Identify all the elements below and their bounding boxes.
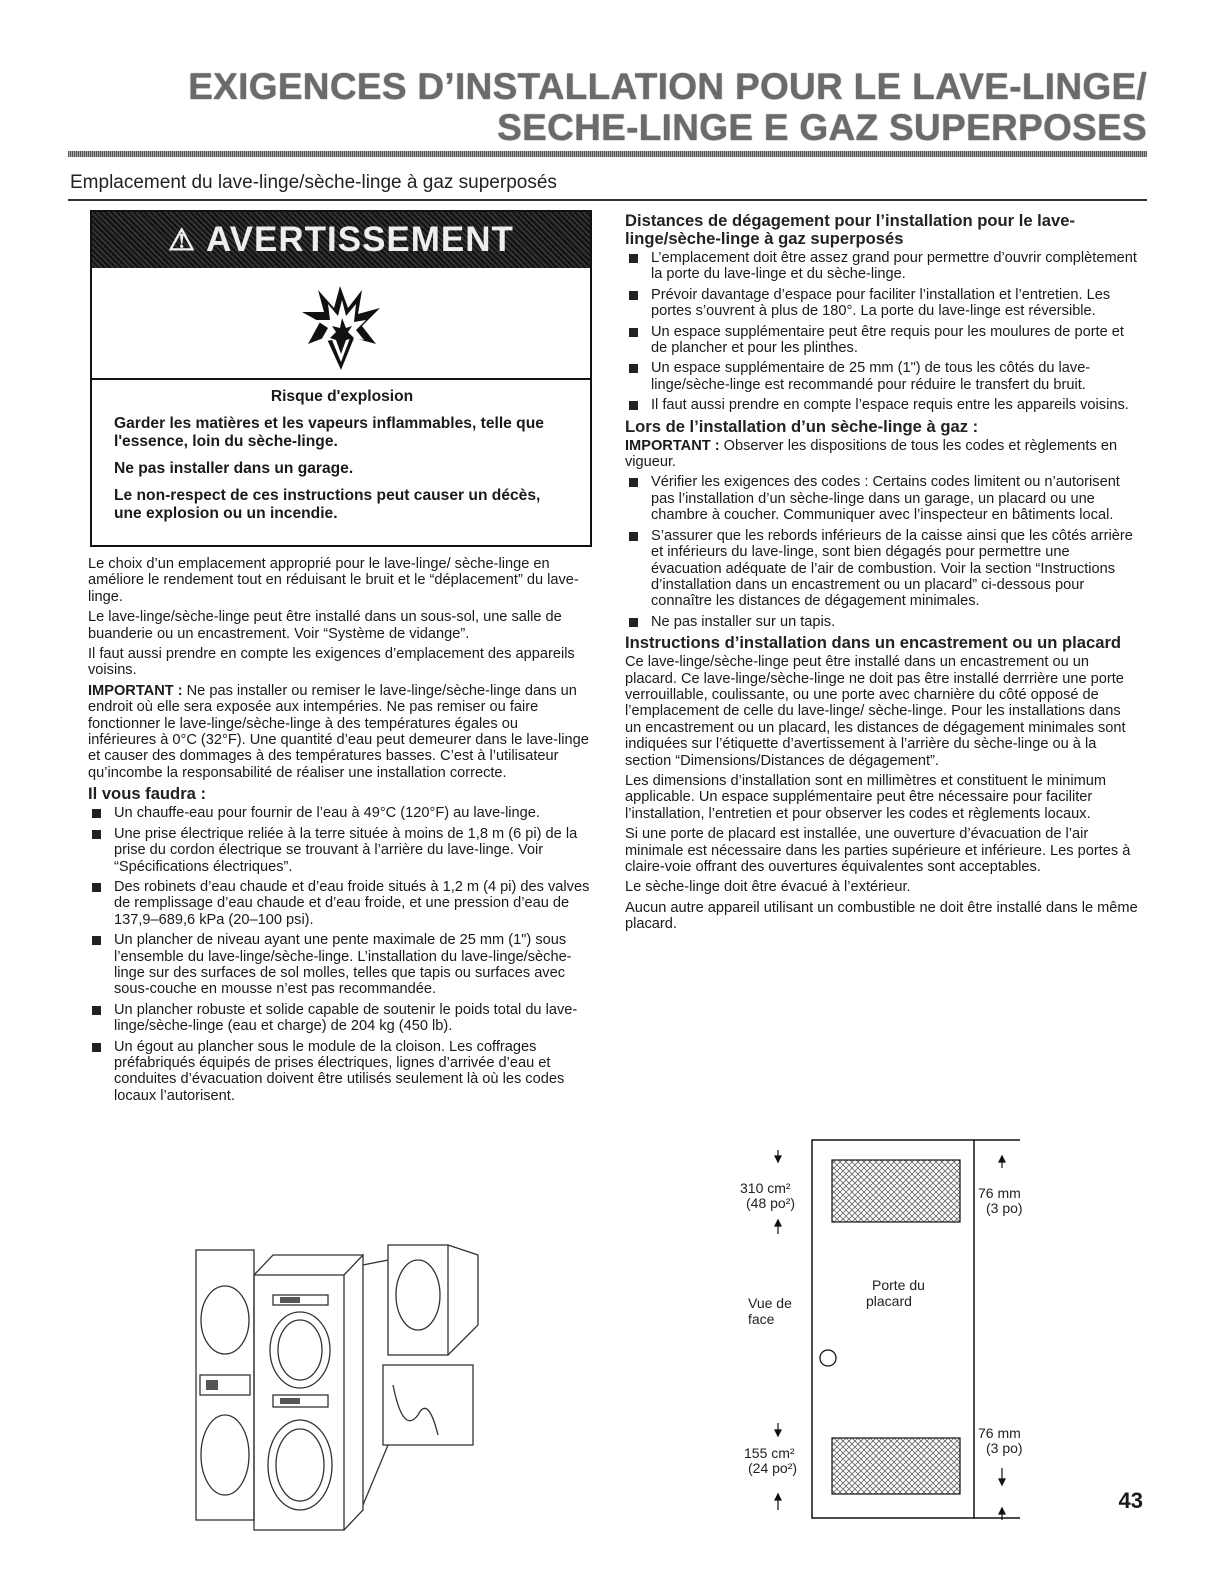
top-area-alt-label: (48 po²): [746, 1195, 796, 1211]
left-column: [88, 556, 590, 1108]
list-item: Un espace supplémentaire peut être requis pour les moulures de porte et de plancher et pour les plinthes.: [625, 324, 1140, 357]
list-item: Des robinets d’eau chaude et d’eau froide situés à 1,2 m (4 pi) des valves de remplissage d’eau chaude et d’eau froide, et une pression d’eau de 137,9–689,6 kPa (20–100 psi).: [88, 879, 590, 928]
gas-dryer-heading: Lors de l’installation d’un sèche-linge à gaz :: [625, 416, 979, 436]
top-gap-label: 76 mm: [978, 1185, 1021, 1201]
warning-divider: [92, 378, 590, 380]
warning-triangle-icon: ⚠: [168, 223, 196, 257]
stacked-washer-dryer-illustration: [188, 1235, 483, 1535]
bottom-area-label: 155 cm²: [744, 1445, 795, 1461]
bottom-gap-label: 76 mm: [978, 1425, 1021, 1441]
list-item: Un égout au plancher sous le module de la cloison. Les coffrages préfabriqués équipés de prises électriques, lignes d’arrivée d’eau et conduites d’évacuation doivent être utilisés seulement là où les codes locaux l’autorisent.: [88, 1039, 590, 1105]
closet-heading: Instructions d’installation dans un encastrement ou un placard: [625, 633, 1122, 653]
list-item: Un espace supplémentaire de 25 mm (1") de tous les côtés du lave-linge/sèche-linge est recommandé pour réduire le transfert du bruit.: [625, 360, 1140, 393]
section-heading: Emplacement du lave-linge/sèche-linge à gaz superposés: [70, 172, 557, 193]
list-item: Un plancher robuste et solide capable de soutenir le poids total du lave-linge/sèche-linge (eau et charge) de 204 kg (450 lb).: [88, 1002, 590, 1035]
bottom-area-alt-label: (24 po²): [748, 1460, 798, 1476]
warning-box: [90, 210, 592, 547]
important-paragraph: [625, 438, 1140, 471]
door-label-line-2: placard: [866, 1293, 912, 1309]
list-item: Ne pas installer sur un tapis.: [625, 614, 1140, 630]
paragraph: Il faut aussi prendre en compte les exigences d’emplacement des appareils voisins.: [88, 646, 575, 679]
page-number: 43: [1118, 1488, 1143, 1513]
bottom-vent: [832, 1438, 960, 1494]
section-rule: [68, 199, 1147, 201]
view-label-line-2: face: [748, 1311, 775, 1327]
right-column: [625, 208, 1140, 937]
warning-line: Garder les matières et les vapeurs inflammables, telle que l'essence, loin du sèche-linge.: [114, 415, 544, 450]
paragraph: Ce lave-linge/sèche-linge peut être installé dans un encastrement ou un placard. Ce lave-linge/sèche-linge ne doit pas être installé derrrière une porte verrouillable, coulissante, ou une porte avec charnière du côté opposé de l’emplacement de celle du lave-linge/ sèche-linge. Pour les installations dans un encastrement ou un placard, les distances de dégagement minimales sont indiquées sur l’étiquette d’avertissement à l’arrière du sèche-linge ou à la section “Dimensions/Distances de dégagement”.: [625, 654, 1126, 769]
list-item: Un plancher de niveau ayant une pente maximale de 25 mm (1") sous l’ensemble du lave-linge/sèche-linge. L’installation du lave-linge/sèche-linge sur des surfaces de sol molles, telles que tapis ou surfaces avec sous-couche en mousse n’est pas recommandée.: [88, 932, 590, 998]
list-item: Il faut aussi prendre en compte l’espace requis entre les appareils voisins.: [625, 397, 1140, 413]
paragraph: Le choix d’un emplacement approprié pour le lave-linge/ sèche-linge en améliore le rendement tout en réduisant le bruit et le “déplacement” du lave-linge.: [88, 556, 579, 605]
top-vent: [832, 1160, 960, 1222]
page-title-line-2: SECHE-LINGE E GAZ SUPERPOSES: [497, 107, 1147, 148]
top-area-label: 310 cm²: [740, 1180, 791, 1196]
paragraph: Le lave-linge/sèche-linge peut être installé dans un sous-sol, une salle de buanderie ou un encastrement. Voir “Système de vidange”.: [88, 609, 562, 642]
closet-door-diagram: [720, 1138, 1050, 1523]
paragraph: Les dimensions d’installation sont en millimètres et constituent le minimum applicable. Un espace supplémentaire peut être nécessaire pour faciliter l’installation, l’entretien et pour observer les codes et règlements locaux.: [625, 772, 1106, 822]
warning-line: Ne pas installer dans un garage.: [114, 460, 354, 477]
paragraph: Aucun autre appareil utilisant un combustible ne doit être installé dans le même placard.: [625, 899, 1138, 933]
needs-list: [88, 805, 590, 1104]
title-rule: [68, 151, 1147, 157]
warning-header-text: AVERTISSEMENT: [205, 220, 514, 259]
warning-risk: Risque d'explosion: [270, 388, 414, 405]
warning-text: [114, 388, 570, 532]
important-text: Observer les dispositions de tous les codes et règlements en vigueur.: [625, 437, 1118, 471]
needs-heading: Il vous faudra :: [88, 784, 207, 804]
important-label: IMPORTANT :: [88, 682, 183, 699]
gas-list: [625, 474, 1140, 630]
clearance-heading: Distances de dégagement pour l’installation pour le lave-linge/sèche-linge à gaz superposés: [625, 211, 1075, 248]
paragraph: Le sèche-linge doit être évacué à l’extérieur.: [625, 879, 911, 896]
clearance-list: [625, 250, 1140, 414]
warning-line: Le non-respect de ces instructions peut causer un décès, une explosion ou un incendie.: [114, 487, 541, 522]
page-title-line-1: EXIGENCES D’INSTALLATION POUR LE LAVE-LINGE/: [188, 66, 1147, 107]
list-item: Une prise électrique reliée à la terre située à moins de 1,8 m (6 pi) de la prise du cordon électrique se trouvant à l’arrière du lave-linge. Voir “Spécifications électriques”.: [88, 826, 590, 875]
list-item: L’emplacement doit être assez grand pour permettre d’ouvrir complètement la porte du lave-linge et du sèche-linge.: [625, 250, 1140, 283]
door-label-line-1: Porte du: [872, 1277, 925, 1293]
list-item: S’assurer que les rebords inférieurs de la caisse ainsi que les côtés arrière et inférieurs du lave-linge, sont bien dégagés pour permettre une évacuation adéquate de l’air de combustion. Voir la section “Instructions d’installation dans un encastrement ou un placard” ci-dessous pour connaître les distances de dégagement minimales.: [625, 528, 1140, 610]
list-item: Prévoir davantage d’espace pour faciliter l’installation et l’entretien. Les portes s’ouvrent à plus de 180°. La porte du lave-linge est réversible.: [625, 287, 1140, 320]
warning-header: [92, 212, 590, 268]
door-knob-icon: [820, 1350, 836, 1366]
list-item: Un chauffe-eau pour fournir de l’eau à 49°C (120°F) au lave-linge.: [88, 805, 590, 821]
explosion-icon: [296, 282, 386, 372]
important-label: IMPORTANT :: [625, 437, 720, 454]
view-label-line-1: Vue de: [748, 1295, 792, 1311]
paragraph: Si une porte de placard est installée, une ouverture d’évacuation de l’air minimale est nécessaire dans les parties supérieure et inférieure. Les portes à claire-voie offrant des ouvertures équivalentes sont acceptables.: [625, 826, 1131, 875]
top-gap-alt-label: (3 po): [986, 1200, 1023, 1216]
important-paragraph: [88, 683, 590, 781]
important-text: Ne pas installer ou remiser le lave-linge/sèche-linge dans un endroit où elle sera exposée aux intempéries. Ne pas remiser ou faire fonctionner le lave-linge/sèche-linge à des températures égales ou inférieures à 0°C (32°F). Une quantité d’eau peut demeurer dans le lave-linge et causer des dommages à des températures basses. C’est à l’utilisateur qu’incombe la responsabilité de réaliser une installation correcte.: [88, 682, 589, 781]
list-item: Vérifier les exigences des codes : Certains codes limitent ou n’autorisent pas l’installation d’un sèche-linge dans un garage, un placard ou une chambre à coucher. Communiquer avec l’inspecteur en bâtiments local.: [625, 474, 1140, 523]
bottom-gap-alt-label: (3 po): [986, 1440, 1023, 1456]
